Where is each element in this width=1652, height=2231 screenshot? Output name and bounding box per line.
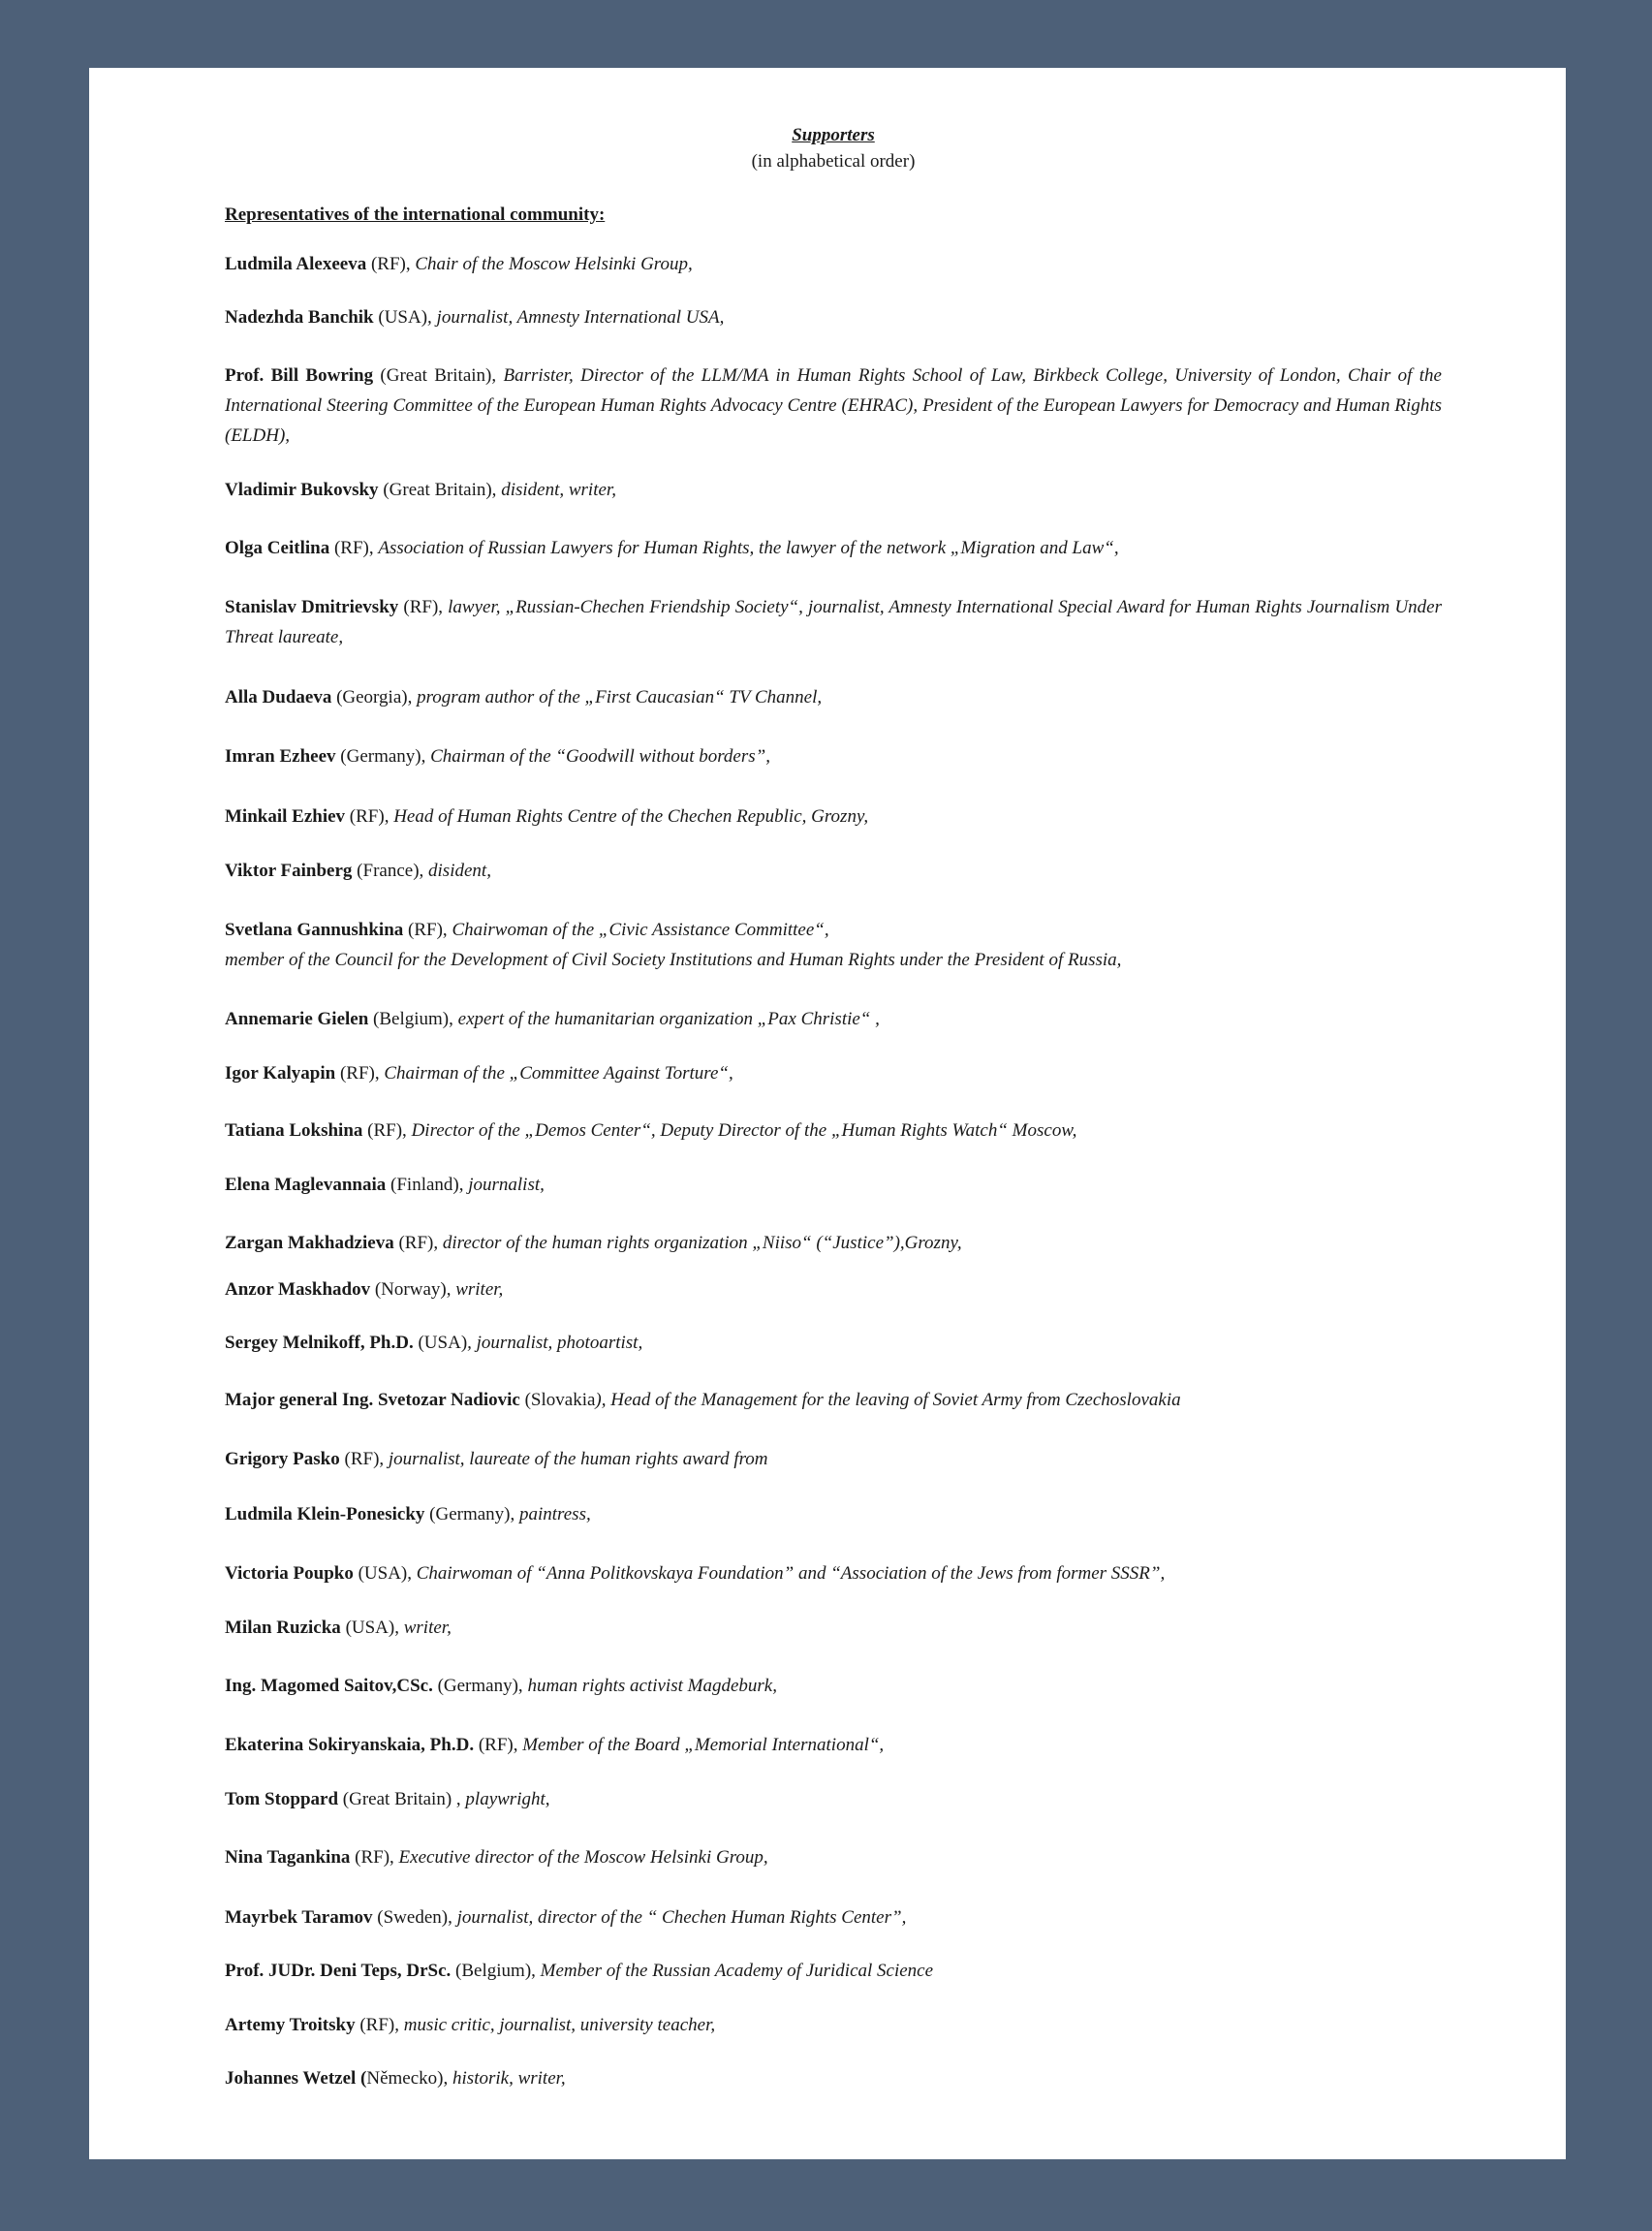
supporter-entry (225, 1170, 1442, 1200)
supporter-description: , journalist, Amnesty International USA, (427, 307, 725, 328)
supporter-entry (225, 915, 1442, 975)
supporter-name: Igor Kalyapin (225, 1063, 336, 1084)
supporter-country: (USA) (413, 1333, 468, 1353)
supporter-country: (RF), (355, 2015, 404, 2035)
supporter-country: (Great Britain), (378, 480, 502, 500)
supporter-entry (225, 1228, 1442, 1258)
supporter-country: (RF), (345, 806, 394, 827)
supporter-name: Annemarie Gielen (225, 1009, 369, 1029)
supporter-name: Elena Maglevannaia (225, 1175, 387, 1195)
supporter-country: (RF), (329, 538, 379, 558)
supporter-description: Barrister, Director of the LLM/MA in Human Rights School of Law, Birkbeck College, University of London, Chair of the International Steering Committee of the European Human Rights Advocacy Centre (EHRAC), President of the European Lawyers for Democracy and Human Rights (ELDH), (225, 365, 1442, 446)
supporter-name: Tatiana Lokshina (225, 1120, 363, 1141)
supporter-description: human rights activist Magdeburk, (527, 1676, 777, 1696)
supporter-entry (225, 1671, 1442, 1701)
supporter-country: (RF), (366, 254, 416, 274)
supporter-entry (225, 2063, 1442, 2093)
supporter-name: Ludmila Klein-Ponesicky (225, 1504, 425, 1524)
supporter-description: ), Head of the Management for the leaving of Soviet Army from Czechoslovakia (595, 1390, 1181, 1410)
supporter-entry (225, 1842, 1442, 1872)
supporter-description: Member of the Russian Academy of Juridical Science (540, 1961, 934, 1981)
supporter-name: Nina Tagankina (225, 1847, 351, 1868)
supporter-country: (RF), (474, 1735, 523, 1755)
supporter-country: (RF), (335, 1063, 385, 1084)
supporter-country: (Finland), (386, 1175, 469, 1195)
supporter-description: playwright, (465, 1789, 550, 1809)
supporter-country: (Sweden), (372, 1907, 457, 1928)
supporter-description: paintress, (519, 1504, 591, 1524)
supporter-entry (225, 533, 1442, 563)
supporter-country: (RF), (350, 1847, 399, 1868)
document-content (225, 124, 1442, 2093)
supporter-entry (225, 361, 1442, 451)
supporter-name: Ing. Magomed Saitov,CSc. (225, 1676, 433, 1696)
supporter-entry (225, 1730, 1442, 1760)
supporter-name: Tom Stoppard (225, 1789, 339, 1809)
supporter-entry (225, 1558, 1442, 1588)
supporter-name: Grigory Pasko (225, 1449, 340, 1469)
supporter-entry (225, 249, 1442, 279)
supporter-description: journalist, (468, 1175, 545, 1195)
supporter-entry (225, 1004, 1442, 1034)
supporter-name: Zargan Makhadzieva (225, 1233, 394, 1253)
supporter-entry (225, 1274, 1442, 1304)
document-subtitle: (in alphabetical order) (751, 151, 916, 172)
supporter-name: Vladimir Bukovsky (225, 480, 379, 500)
supporter-name: Alla Dudaeva (225, 687, 332, 707)
supporter-name: Sergey Melnikoff, Ph.D. (225, 1333, 414, 1353)
supporter-country: (USA) (373, 307, 428, 328)
section-heading: Representatives of the international community: (225, 204, 606, 225)
supporter-country: (Germany), (432, 1676, 528, 1696)
supporter-name: Anzor Maskhadov (225, 1279, 371, 1300)
supporter-country: (Belgium), (368, 1009, 458, 1029)
supporter-description: lawyer, „Russian-Chechen Friendship Society“, journalist, Amnesty International Special Award for Human Rights Journalism Under Threat laureate, (225, 597, 1442, 647)
supporter-country: (RF), (398, 597, 449, 617)
supporter-entry (225, 682, 1442, 712)
supporter-description: Chairwoman of the „Civic Assistance Committee“, (452, 920, 829, 940)
supporter-country: (Germany), (424, 1504, 519, 1524)
supporter-name: Prof. JUDr. Deni Teps, DrSc. (225, 1961, 452, 1981)
supporter-entry (225, 1116, 1442, 1146)
supporter-name: Johannes Wetzel ( (225, 2068, 367, 2089)
supporter-country: (USA), (353, 1563, 417, 1584)
supporter-description: Director of the „Demos Center“, Deputy Director of the „Human Rights Watch“ Moscow, (411, 1120, 1077, 1141)
supporter-description: program author of the „First Caucasian“ TV Channel, (417, 687, 823, 707)
document-page (89, 68, 1566, 2159)
supporter-description: writer, (403, 1618, 452, 1638)
supporter-name: Svetlana Gannushkina (225, 920, 404, 940)
supporter-description: journalist, laureate of the human rights award from (388, 1449, 768, 1469)
supporter-name: Viktor Fainberg (225, 861, 353, 881)
supporter-name: Victoria Poupko (225, 1563, 354, 1584)
supporter-name: Prof. Bill Bowring (225, 365, 374, 386)
supporter-entry (225, 1613, 1442, 1643)
supporter-name: Artemy Troitsky (225, 2015, 356, 2035)
supporter-country: (Great Britain), (373, 365, 504, 386)
supporter-description: director of the human rights organization „Niiso“ (“Justice”),Grozny, (442, 1233, 962, 1253)
supporter-entry (225, 1956, 1442, 1986)
supporter-description: Head of Human Rights Centre of the Chechen Republic, Grozny, (393, 806, 869, 827)
supporter-description: disident, writer, (501, 480, 616, 500)
supporter-description: writer, (455, 1279, 504, 1300)
supporter-country: (Germany), (335, 746, 431, 767)
supporter-name: Ludmila Alexeeva (225, 254, 367, 274)
supporter-description: , journalist, photoartist, (467, 1333, 643, 1353)
supporter-name: Imran Ezheev (225, 746, 336, 767)
supporter-country: Německo), (366, 2068, 453, 2089)
supporter-description-line2: member of the Council for the Development of Civil Society Institutions and Human Rights under the President of Russia, (225, 950, 1122, 970)
supporter-name: Stanislav Dmitrievsky (225, 597, 399, 617)
supporter-entry (225, 741, 1442, 771)
supporter-country: (Slovakia (519, 1390, 596, 1410)
supporter-description: expert of the humanitarian organization „Pax Christie“ , (457, 1009, 880, 1029)
supporter-entry (225, 1902, 1442, 1932)
supporter-entry (225, 856, 1442, 886)
supporter-country: (Norway), (370, 1279, 456, 1300)
supporter-description: journalist, director of the “ Chechen Human Rights Center”, (456, 1907, 907, 1928)
supporter-entry (225, 1499, 1442, 1529)
supporter-description: Chairwoman of “Anna Politkovskaya Foundation” and “Association of the Jews from former SSSR”, (416, 1563, 1166, 1584)
supporter-country: (RF), (362, 1120, 412, 1141)
supporter-country: (Belgium), (451, 1961, 541, 1981)
supporter-description: Chairman of the “Goodwill without borders”, (430, 746, 770, 767)
supporter-country: (France), (352, 861, 429, 881)
supporter-name: Major general Ing. Svetozar Nadiovic (225, 1390, 520, 1410)
supporter-name: Mayrbek Taramov (225, 1907, 373, 1928)
supporter-description: Chairman of the „Committee Against Torture“, (384, 1063, 733, 1084)
document-title: Supporters (792, 125, 875, 145)
supporter-entry (225, 2010, 1442, 2040)
supporter-country: (RF), (403, 920, 452, 940)
supporter-entry (225, 1328, 1442, 1358)
supporter-entry (225, 1784, 1442, 1814)
supporter-description: Member of the Board „Memorial International“, (522, 1735, 885, 1755)
supporter-entry (225, 1385, 1442, 1415)
supporter-country: (RF), (339, 1449, 389, 1469)
supporter-description: Executive director of the Moscow Helsinki Group, (398, 1847, 768, 1868)
supporter-name: Milan Ruzicka (225, 1618, 341, 1638)
supporter-description: historik, writer, (452, 2068, 566, 2089)
supporter-entry (225, 1058, 1442, 1088)
supporter-country: (Great Britain) , (338, 1789, 466, 1809)
supporter-name: Nadezhda Banchik (225, 307, 374, 328)
supporter-description: disident, (428, 861, 491, 881)
supporter-name: Minkail Ezhiev (225, 806, 346, 827)
supporter-country: (Georgia), (331, 687, 418, 707)
supporter-description: music critic, journalist, university teacher, (403, 2015, 716, 2035)
supporter-name: Olga Ceitlina (225, 538, 330, 558)
supporter-description: Association of Russian Lawyers for Human Rights, the lawyer of the network „Migration and Law“, (378, 538, 1119, 558)
supporter-country: (RF), (393, 1233, 443, 1253)
supporter-country: (USA), (340, 1618, 404, 1638)
supporter-entry (225, 592, 1442, 652)
supporter-entry (225, 475, 1442, 505)
supporter-entry (225, 302, 1442, 332)
supporter-description: Chair of the Moscow Helsinki Group, (415, 254, 693, 274)
supporter-entry (225, 1444, 1442, 1474)
supporter-entry (225, 801, 1442, 832)
supporter-name: Ekaterina Sokiryanskaia, Ph.D. (225, 1735, 475, 1755)
